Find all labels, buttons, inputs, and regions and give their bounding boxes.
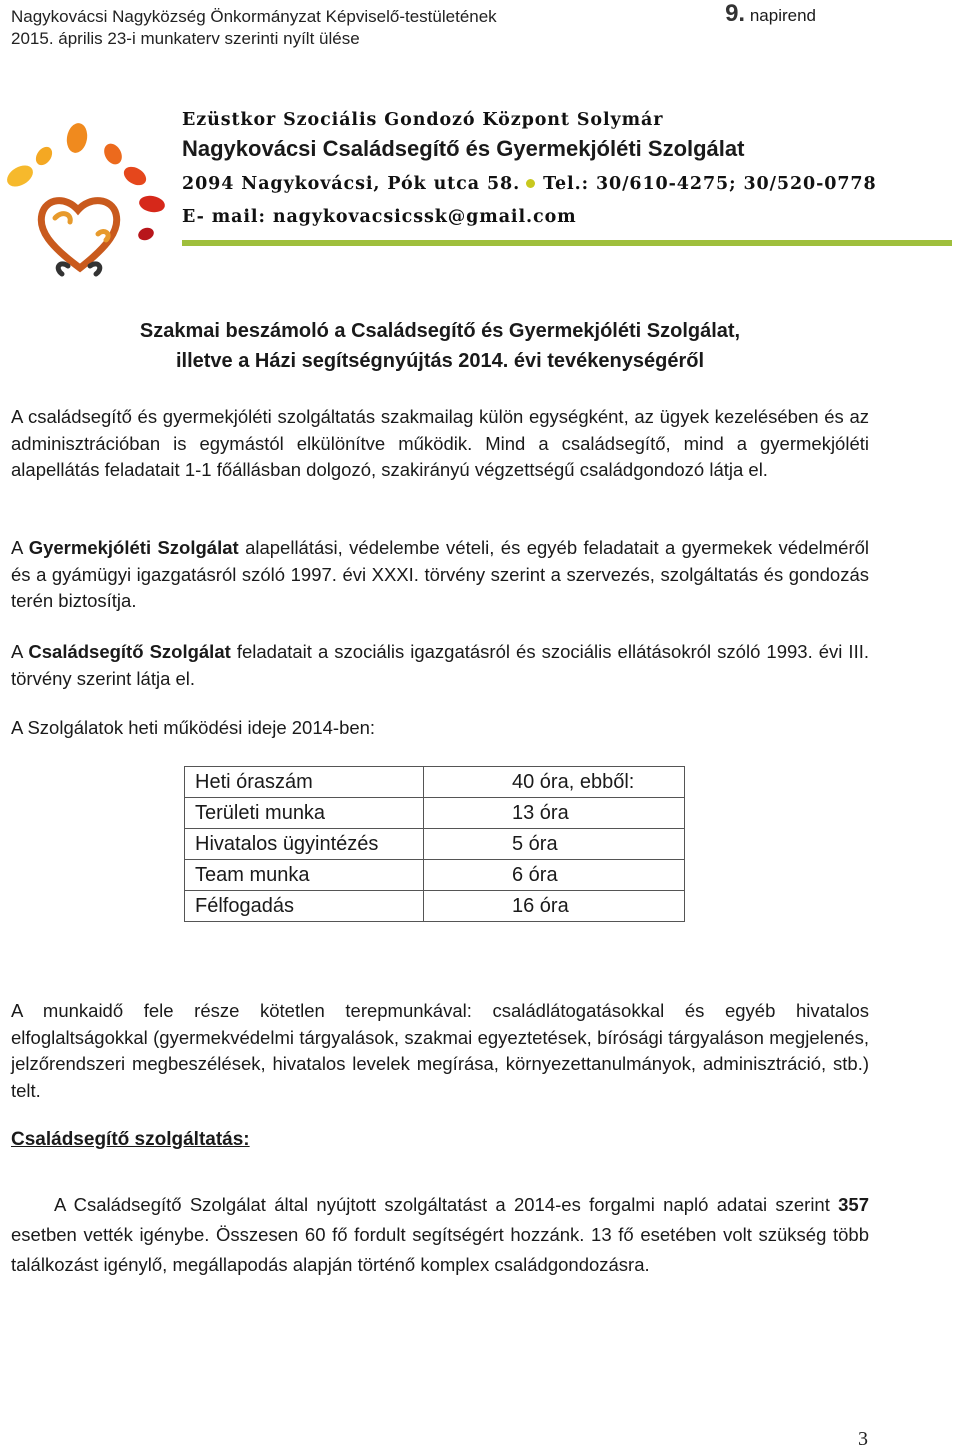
table-cell-value: 6 óra [424, 860, 685, 891]
table-cell-value: 13 óra [424, 798, 685, 829]
report-title-line-2: illetve a Házi segítségnyújtás 2014. évi tevékenységéről [175, 350, 705, 372]
agenda-label [725, 0, 816, 28]
table-cell-label: Hivatalos ügyintézés [185, 829, 424, 860]
organization-info [182, 108, 954, 232]
p7-bold-number: 357 [838, 1194, 869, 1215]
org-phone: Tel.: 30/610-4275; 30/520-0778 [543, 174, 877, 194]
paragraph-fieldwork: A munkaidő fele része kötetlen terepmunkával: családlátogatásokkal és egyéb hivatalos elfoglaltságokkal (gyermekvédelmi tárgyalások, szakmai egyeztetések, bírósági tárgyaláson megjelenés, jelzőrendszeri megbeszélések, hivatalos levelek megírása, környezettanulmányok, adminisztráció, stb.) telt. [11, 1000, 869, 1101]
org-address: 2094 Nagykovácsi, Pók utca 58. [182, 174, 521, 194]
table-row [185, 891, 685, 922]
table-cell-value: 16 óra [424, 891, 685, 922]
page-number: 3 [858, 1428, 868, 1450]
section-heading-family-support: Családsegítő szolgáltatás: [11, 1129, 250, 1150]
p3-lead: A [11, 641, 29, 662]
org-name-primary: Ezüstkor Szociális Gondozó Központ Solymár [182, 110, 664, 130]
agenda-text: napirend [749, 6, 816, 25]
header-line-1: Nagykovácsi Nagyközség Önkormányzat Képviselő-testületének [11, 7, 497, 26]
table-row [185, 829, 685, 860]
table-cell-label: Félfogadás [185, 891, 424, 922]
org-contact-line [182, 168, 954, 200]
report-title [0, 316, 880, 376]
header-line-2: 2015. április 23-i munkaterv szerinti nyílt ülése [11, 29, 360, 48]
working-hours-table [184, 766, 685, 922]
sun-rays-icon [3, 121, 166, 242]
paragraph-service-usage [11, 1190, 869, 1280]
org-email: E- mail: nagykovacsicssk@gmail.com [182, 207, 577, 227]
report-title-line-1: Szakmai beszámoló a Családsegítő és Gyermekjóléti Szolgálat, [139, 320, 741, 342]
p2-lead: A [11, 537, 29, 558]
header-divider [182, 240, 952, 246]
paragraph-child-welfare [11, 535, 869, 615]
table-row [185, 767, 685, 798]
paragraph-intro: A családsegítő és gyermekjóléti szolgáltatás szakmailag külön egységként, az ügyek kezelésében és az adminisztrációban is egymástól elkülönítve működik. Mind a családsegítő, mind a gyermekjóléti alapellátás feladatait 1-1 főállásban dolgozó, szakirányú végzettségű családgondozó látja el. [11, 406, 869, 480]
p2-bold-term: Gyermekjóléti Szolgálat [28, 537, 239, 558]
paragraph-family-support [11, 639, 869, 692]
p3-rest: feladatait a szociális igazgatásról és szociális ellátásokról szóló 1993. évi III. törvény szerint látja el. [11, 641, 869, 689]
table-cell-label: Heti óraszám [185, 767, 424, 798]
p2-rest: alapellátási, védelembe vételi, és egyéb feladatait a gyermekek védelméről és a gyámügyi igazgatásról szóló 1997. évi XXXI. törvény szerint a szervezés, szolgáltatás és gondozás terén biztosítja. [11, 537, 869, 611]
table-cell-value: 40 óra, ebből: [424, 767, 685, 798]
org-name-secondary: Nagykovácsi Családsegítő és Gyermekjóléti Szolgálat [182, 136, 745, 161]
table-row [185, 860, 685, 891]
table-cell-value: 5 óra [424, 829, 685, 860]
p7-rest: esetben vették igénybe. Összesen 60 fő fordult segítségért hozzánk. 13 fő esetében volt szükség több találkozást igénylő, megállapodás alapján történő komplex családgondozásra. [11, 1224, 869, 1275]
p3-bold-term: Családsegítő Szolgálat [28, 641, 231, 662]
agenda-number: 9. [725, 0, 746, 27]
p7-lead: A Családsegítő Szolgálat által nyújtott szolgáltatást a 2014-es forgalmi napló adatai szerint [54, 1194, 839, 1215]
bullet-icon [526, 179, 535, 188]
organization-logo [0, 118, 176, 288]
table-cell-label: Team munka [185, 860, 424, 891]
table-row [185, 798, 685, 829]
table-cell-label: Területi munka [185, 798, 424, 829]
paragraph-working-hours-intro: A Szolgálatok heti működési ideje 2014-ben: [11, 717, 376, 738]
